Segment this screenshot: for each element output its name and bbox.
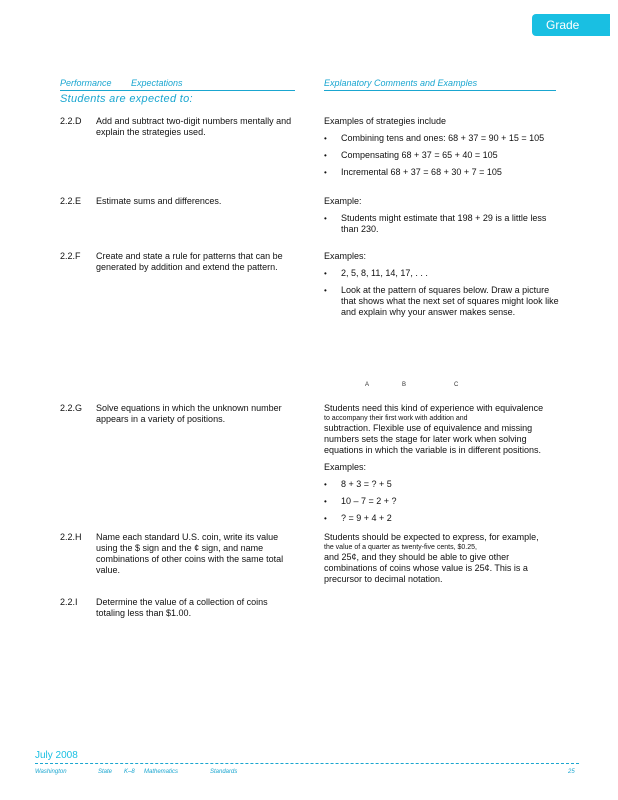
explanation-2-2-E: [324, 196, 564, 241]
expl-item: • Compensating 68 + 37 = 65 + 40 = 105: [324, 150, 564, 161]
footer-word: Standards: [210, 769, 238, 775]
expl-intro: Example:: [324, 196, 362, 206]
header-expectations: Expectations: [131, 78, 183, 88]
footer-word: K–8: [124, 769, 135, 775]
pattern-label-b: B: [402, 382, 407, 388]
row-code: 2.2.H: [60, 532, 82, 542]
footer-word: Mathematics: [144, 769, 179, 775]
row-code: 2.2.E: [60, 196, 82, 206]
grade-badge: [532, 14, 617, 36]
row-perf: Create and state a rule for patterns that can be generated by addition and extend the pattern.: [96, 251, 283, 272]
row-perf: Add and subtract two-digit numbers mentally and explain the strategies used.: [96, 116, 292, 137]
expl-intro: Examples of strategies include: [324, 116, 447, 126]
expl-item: • Students might estimate that 198 + 29 is a little less than 230.: [324, 213, 564, 235]
pattern-label-c: C: [454, 382, 459, 388]
row-perf: Solve equations in which the unknown number appears in a variety of positions.: [96, 403, 282, 424]
expl-item: • 10 – 7 = 2 + ?: [324, 496, 564, 507]
grade-number: 2: [609, 18, 617, 32]
header-rule-right: [324, 90, 556, 91]
row-code: 2.2.D: [60, 116, 82, 126]
row-code: 2.2.I: [60, 597, 78, 607]
expl-para-small: to accompany their first work with addition and: [324, 415, 468, 422]
expl-item: • Incremental 68 + 37 = 68 + 30 + 7 = 105: [324, 167, 564, 178]
footer-rule: [35, 763, 579, 764]
page-number: 25: [568, 769, 575, 775]
footer-date: July 2008: [35, 750, 78, 761]
expl-item: • Look at the pattern of squares below. Draw a picture that shows what the next set of squares might look like and explain why your answer makes sense.: [324, 285, 564, 318]
expl-item: • ? = 9 + 4 + 2: [324, 513, 564, 524]
expl-para: and 25¢, and they should be able to give other combinations of coins whose value is 25¢. This is a precursor to decimal notation.: [324, 552, 528, 584]
explanation-2-2-G: [324, 403, 564, 530]
explanation-2-2-H: [324, 532, 564, 591]
page-subtitle: Students are expected to:: [60, 93, 193, 105]
explanation-2-2-D: [324, 116, 564, 184]
header-rule-left: [60, 90, 295, 91]
grade-label: Grade: [546, 18, 580, 32]
row-code: 2.2.F: [60, 251, 81, 261]
expl-item: • 8 + 3 = ? + 5: [324, 479, 564, 490]
expl-intro: Examples:: [324, 251, 367, 261]
row-code: 2.2.G: [60, 403, 83, 413]
expl-intro: Examples:: [324, 462, 367, 472]
row-perf: Estimate sums and differences.: [96, 196, 222, 206]
expl-para: Students need this kind of experience with equivalence: [324, 403, 544, 413]
footer-word: Washington: [35, 769, 67, 775]
explanation-2-2-F: [324, 251, 564, 324]
row-perf: Name each standard U.S. coin, write its value using the $ sign and the ¢ sign, and name combinations of other coins with the same total value.: [96, 532, 284, 575]
pattern-label-a: A: [365, 382, 370, 388]
expl-para: subtraction. Flexible use of equivalence and missing numbers sets the stage for later work when solving equations in which the variable is in different positions.: [324, 423, 541, 455]
header-performance: Performance: [60, 78, 112, 88]
expl-para-small: the value of a quarter as twenty-five cents, $0.25,: [324, 544, 477, 551]
row-perf: Determine the value of a collection of coins totaling less than $1.00.: [96, 597, 268, 618]
expl-para: Students should be expected to express, for example,: [324, 532, 539, 542]
expl-item: • Combining tens and ones: 68 + 37 = 90 + 15 = 105: [324, 133, 564, 144]
expl-item: • 2, 5, 8, 11, 14, 17, . . .: [324, 268, 564, 279]
header-explanatory: Explanatory Comments and Examples: [324, 78, 478, 88]
footer-word: State: [98, 769, 113, 775]
